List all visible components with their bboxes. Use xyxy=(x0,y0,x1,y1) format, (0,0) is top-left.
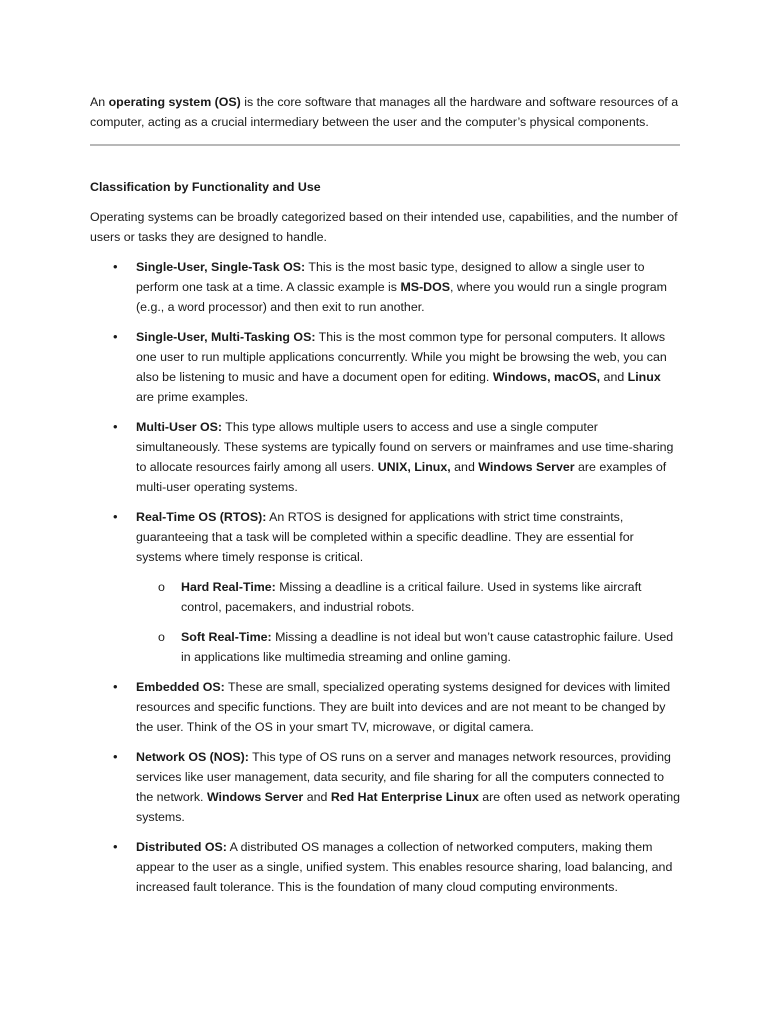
text-run: are prime examples. xyxy=(136,390,249,404)
text-run: These are small, specialized operating systems designed for devices with limited resources and specific functions. They are built into devices and are not meant to be changed by the user. Think of the OS in your smart TV, microwave, or digital camera. xyxy=(136,680,671,734)
text-run: and xyxy=(600,370,628,384)
bold-text-run: Soft Real-Time: xyxy=(181,630,272,644)
bold-text-run: Red Hat Enterprise Linux xyxy=(330,790,479,804)
bullet-icon: • xyxy=(113,749,118,764)
text-run: This is the most common type for personal computers. It allows one user to run multiple applications concurrently. While you might be browsing the web, you can also be listening to music and have a document open for editing. xyxy=(136,330,667,384)
text-run: is the core software that manages all the hardware and software resources of a computer, acting as a crucial intermediary between the user and the computer’s physical components. xyxy=(90,95,679,129)
list-item-text xyxy=(136,417,680,497)
bold-text-run: Windows Server xyxy=(478,460,575,474)
bold-text-run: UNIX, Linux, xyxy=(377,460,451,474)
text-run: Missing a deadline is not ideal but won’t cause catastrophic failure. Used in applications like multimedia streaming and online gaming. xyxy=(181,630,674,664)
bullet-icon: • xyxy=(113,329,118,344)
section-heading: Classification by Functionality and Use xyxy=(90,180,321,194)
text-run: are often used as network operating systems. xyxy=(136,790,680,824)
intro-paragraph xyxy=(90,92,680,132)
bold-text-run: Network OS (NOS): xyxy=(136,750,249,764)
bullet-icon: • xyxy=(113,679,118,694)
list-item-text xyxy=(136,677,680,737)
text-run: This type of OS runs on a server and manages network resources, providing services like user management, data security, and file sharing for all the computers connected to the network. xyxy=(136,750,671,804)
bold-text-run: Linux xyxy=(627,370,661,384)
bold-text-run: Windows, macOS, xyxy=(492,370,601,384)
list-item-embedded xyxy=(90,677,680,737)
sub-item-soft-real-time xyxy=(136,627,680,667)
text-run: Missing a deadline is a critical failure. Used in systems like aircraft control, pacemakers, and industrial robots. xyxy=(181,580,642,614)
sub-bullet-icon: o xyxy=(158,630,165,644)
os-type-list xyxy=(90,257,680,897)
sub-item-text xyxy=(181,577,680,617)
list-item-text xyxy=(136,837,680,897)
text-run: An xyxy=(90,95,109,109)
document-body xyxy=(90,92,680,907)
sub-list xyxy=(136,577,680,667)
list-item-single-user-multi-tasking xyxy=(90,327,680,407)
list-item-multi-user xyxy=(90,417,680,497)
bold-text-run: Multi-User OS: xyxy=(136,420,223,434)
text-run: and xyxy=(450,460,479,474)
list-item-single-user-single-task xyxy=(90,257,680,317)
bold-text-run: Single-User, Multi-Tasking OS: xyxy=(136,330,316,344)
list-item-text xyxy=(136,327,680,407)
sub-item-text xyxy=(181,627,680,667)
text-run: This is the most basic type, designed to allow a single user to perform one task at a time. A classic example is xyxy=(136,260,645,294)
bullet-icon: • xyxy=(113,259,118,274)
bold-text-run: Windows Server xyxy=(206,790,304,804)
bold-text-run: Embedded OS: xyxy=(136,680,225,694)
text-run: and xyxy=(303,790,331,804)
sub-item-hard-real-time xyxy=(136,577,680,617)
list-item-text xyxy=(136,747,680,827)
bullet-icon: • xyxy=(113,839,118,854)
bullet-icon: • xyxy=(113,419,118,434)
list-item-network xyxy=(90,747,680,827)
list-item-distributed xyxy=(90,837,680,897)
bold-text-run: Hard Real-Time: xyxy=(181,580,276,594)
lead-paragraph: Operating systems can be broadly categorized based on their intended use, capabilities, and the number of users or tasks they are designed to handle. xyxy=(90,210,678,244)
list-item-text xyxy=(136,507,680,567)
bold-text-run: operating system (OS) xyxy=(108,95,241,109)
sub-bullet-icon: o xyxy=(158,580,165,594)
bold-text-run: Real-Time OS (RTOS): xyxy=(136,510,267,524)
text-run: , where you would run a single program (e.g., a word processor) and then exit to run another. xyxy=(136,280,667,314)
text-run: are examples of multi-user operating systems. xyxy=(136,460,667,494)
text-run: This type allows multiple users to access and use a single computer simultaneously. These systems are typically found on servers or mainframes and use time-sharing to allocate resources fairly among all users. xyxy=(136,420,674,474)
bold-text-run: MS-DOS xyxy=(400,280,451,294)
bullet-icon: • xyxy=(113,509,118,524)
bold-text-run: Single-User, Single-Task OS: xyxy=(136,260,306,274)
list-item-text xyxy=(136,257,680,317)
list-item-real-time xyxy=(90,507,680,667)
text-run: A distributed OS manages a collection of networked computers, making them appear to the user as a single, unified system. This enables resource sharing, load balancing, and increased fault tolerance. This is the foundation of many cloud computing environments. xyxy=(136,840,673,894)
text-run: An RTOS is designed for applications with strict time constraints, guaranteeing that a task will be completed within a specific deadline. They are essential for systems where timely response is critical. xyxy=(136,510,634,564)
bold-text-run: Distributed OS: xyxy=(136,840,227,854)
horizontal-rule xyxy=(90,144,680,146)
